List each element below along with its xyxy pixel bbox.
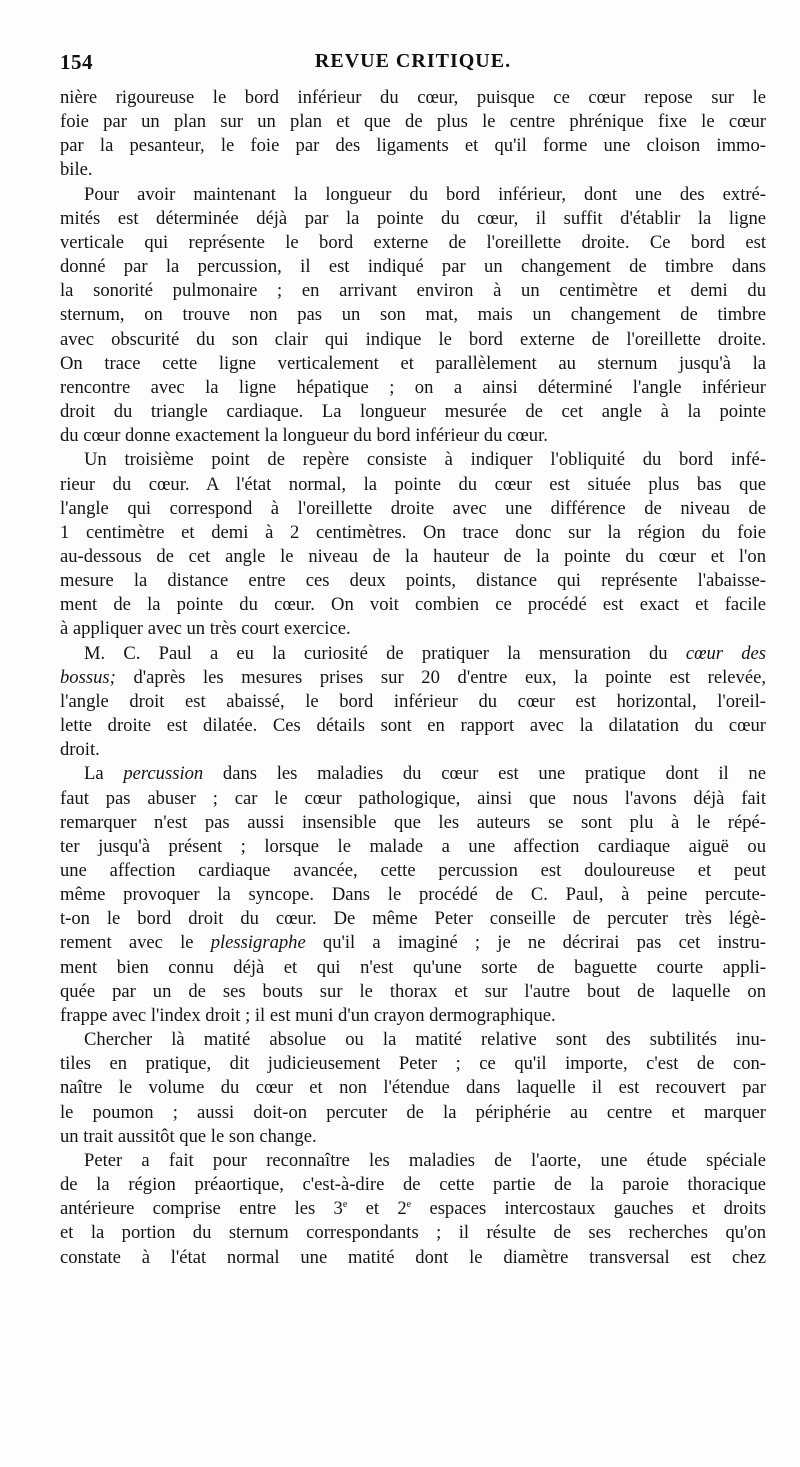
text-line: Peter a fait pour reconnaître les maladies de l'aorte, une étude spéciale [84, 1149, 766, 1171]
text-line: le poumon ; aussi doit-on percuter de la périphérie au centre et marquer [60, 1101, 766, 1123]
running-title: REVUE CRITIQUE. [314, 50, 512, 72]
text-line: M. C. Paul a eu la curiosité de pratiquer la mensuration du cœur des [84, 642, 767, 664]
text-line: foie par un plan sur un plan et que de plus le centre phrénique fixe le cœur [60, 111, 766, 133]
text-line: droit. [60, 739, 100, 761]
text-line: par la pesanteur, le foie par des ligaments et qu'il forme une cloison immo- [60, 135, 766, 157]
text-line: mités est déterminée déjà par la pointe du cœur, il suffit d'établir la ligne [60, 207, 766, 229]
text-line: mesure la distance entre ces deux points, distance qui représente l'abaisse- [60, 570, 766, 592]
text-line: remarquer n'est pas aussi insensible que les auteurs se sont plu à le répé- [60, 811, 766, 833]
text-line: l'angle qui correspond à l'oreillette droite avec une différence de niveau de [60, 497, 766, 519]
text-line: frappe avec l'index droit ; il est muni d'un crayon dermographique. [60, 1004, 556, 1026]
page-number: 154 [60, 50, 93, 74]
text-line: Chercher là matité absolue ou la matité relative sont des subtilités inu- [84, 1029, 766, 1051]
text-line: verticale qui représente le bord externe de l'oreillette droite. Ce bord est [60, 231, 766, 253]
paragraph [60, 86, 766, 183]
page-header [60, 46, 766, 80]
text-line: du cœur donne exactement la longueur du bord inférieur du cœur. [60, 425, 548, 447]
text-line: avec obscurité du son clair qui indique le bord externe de l'oreillette droite. [60, 328, 766, 350]
paragraph [60, 1149, 766, 1270]
paragraph [60, 1028, 766, 1149]
text-line: tiles en pratique, dit judicieusement Peter ; ce qu'il importe, c'est de con- [60, 1053, 766, 1075]
text-line: lette droite est dilatée. Ces détails sont en rapport avec la dilatation du cœur [60, 715, 766, 737]
text-line: La percussion dans les maladies du cœur est une pratique dont il ne [84, 763, 766, 785]
text-line: naître le volume du cœur et non l'étendue dans laquelle il est recouvert par [60, 1077, 766, 1099]
text-line: nière rigoureuse le bord inférieur du cœur, puisque ce cœur repose sur le [60, 87, 766, 108]
text-line: rencontre avec la ligne hépatique ; on a ainsi déterminé l'angle inférieur [60, 376, 766, 398]
text-line: rement avec le plessigraphe qu'il a imaginé ; je ne décrirai pas cet instru- [60, 932, 766, 954]
text-line: ter jusqu'à présent ; lorsque le malade a une affection cardiaque aiguë ou [60, 835, 766, 857]
text-line: antérieure comprise entre les 3e et 2e espaces intercostaux gauches et droits [60, 1198, 767, 1220]
text-line: ment de la pointe du cœur. On voit combien ce procédé est exact et facile [60, 594, 766, 616]
text-line: ment bien connu déjà et qui n'est qu'une sorte de baguette courte appli- [60, 956, 766, 978]
paragraph [60, 183, 766, 449]
text-line: Pour avoir maintenant la longueur du bord inférieur, dont une des extré- [84, 183, 766, 205]
paragraph [60, 642, 766, 763]
text-line: droit du triangle cardiaque. La longueur mesurée de cet angle à la pointe [60, 401, 766, 423]
text-line: constate à l'état normal une matité dont le diamètre transversal est chez [60, 1246, 766, 1268]
text-line: bile. [60, 159, 93, 181]
text-line: de la région préaortique, c'est-à-dire de cette partie de la paroie thoracique [60, 1174, 766, 1196]
paragraph [60, 762, 766, 1028]
paragraph [60, 448, 766, 641]
text-line: Un troisième point de repère consiste à indiquer l'obliquité du bord infé- [84, 449, 766, 471]
text-line: sternum, on trouve non pas un son mat, mais un changement de timbre [60, 304, 766, 326]
text-line: 1 centimètre et demi à 2 centimètres. On trace donc sur la région du foie [60, 521, 766, 543]
text-line: même provoquer la syncope. Dans le procédé de C. Paul, à peine percute- [60, 884, 766, 906]
text-line: faut pas abuser ; car le cœur pathologique, ainsi que nous l'avons déjà fait [60, 787, 766, 809]
text-line: bossus; d'après les mesures prises sur 20 d'entre eux, la pointe est relevée, [60, 666, 766, 688]
text-line: la sonorité pulmonaire ; en arrivant environ à un centimètre et demi du [60, 280, 766, 302]
text-line: rieur du cœur. A l'état normal, la pointe du cœur est située plus bas que [60, 473, 766, 495]
text-line: l'angle droit est abaissé, le bord inférieur du cœur est horizontal, l'oreil- [60, 690, 766, 712]
text-line: On trace cette ligne verticalement et parallèlement au sternum jusqu'à la [60, 352, 766, 374]
body-text [60, 86, 766, 1270]
text-line: quée par un de ses bouts sur le thorax et sur l'autre bout de laquelle on [60, 980, 766, 1002]
text-line: au-dessous de cet angle le niveau de la hauteur de la pointe du cœur et l'on [60, 545, 766, 567]
text-line: donné par la percussion, il est indiqué par un changement de timbre dans [60, 256, 766, 278]
text-line: t-on le bord droit du cœur. De même Peter conseille de percuter très légè- [60, 908, 766, 930]
text-line: et la portion du sternum correspondants ; il résulte de ses recherches qu'on [60, 1222, 766, 1244]
text-line: un trait aussitôt que le son change. [60, 1125, 317, 1147]
text-line: à appliquer avec un très court exercice. [60, 618, 351, 640]
text-line: une affection cardiaque avancée, cette percussion est douloureuse et peut [60, 860, 766, 881]
